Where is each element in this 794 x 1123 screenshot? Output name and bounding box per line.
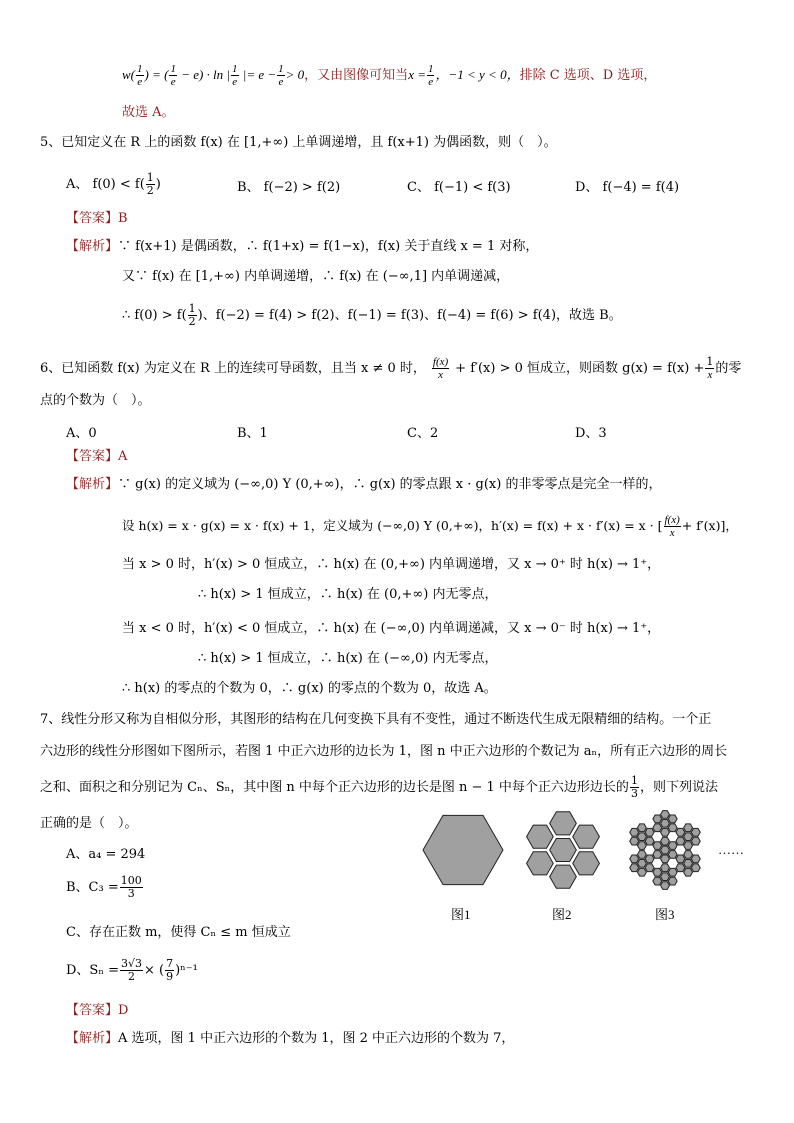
hexagon xyxy=(676,837,685,845)
hexagon xyxy=(527,852,554,875)
hexagon xyxy=(637,842,646,850)
hexagon xyxy=(661,882,670,890)
q6-expl-1: 【解析】∵ g(x) 的定义域为 (−∞,0) Y (0,+∞)，∴ g(x) 的零点跟 x · g(x) 的非零零点是完全一样的， xyxy=(66,477,662,492)
fraction: $\frac{1}{e}$ xyxy=(427,63,434,88)
hexagon xyxy=(661,811,670,819)
hexagon xyxy=(645,828,654,836)
q6-stem-2: 点的个数为（ ）。 xyxy=(40,393,151,408)
q7-stem-3: 之和、面积之和分别记为 Cₙ、Sₙ，其中图 n 中每个正六边形的边长是图 n − 1 中每个正六边形边长的 $\frac{1}{3}$ ，则下列说法 xyxy=(40,774,718,800)
hexagon xyxy=(423,815,503,884)
hexagon xyxy=(691,855,700,863)
q6-option-c: C、2 xyxy=(407,426,439,441)
hexagon xyxy=(573,825,600,848)
q5-option-d: D、 f(−4) = f(4) xyxy=(575,180,680,195)
hexagon xyxy=(661,837,670,845)
q7-answer: 【答案】D xyxy=(66,1003,129,1018)
q6-expl-6: ∴ h(x) > 1 恒成立，∴ h(x) 在 (−∞,0) 内无零点， xyxy=(198,651,498,666)
q6-option-a: A、0 xyxy=(66,426,97,441)
hexagon xyxy=(630,864,639,872)
hexagon xyxy=(661,855,670,863)
q7-option-a: A、a₄ = 294 xyxy=(66,847,146,862)
q6-option-d: D、3 xyxy=(575,426,607,441)
hexagon xyxy=(668,842,677,850)
figure-2-caption: 图2 xyxy=(552,907,572,922)
ellipsis: …… xyxy=(718,842,744,857)
hexagon xyxy=(668,877,677,885)
hexagon xyxy=(676,855,685,863)
hexagon xyxy=(668,815,677,823)
q6-expl-3: 当 x > 0 时，h′(x) > 0 恒成立，∴ h(x) 在 (0,+∞) 内单调递增，又 x → 0⁺ 时 h(x) → 1⁺， xyxy=(122,557,661,572)
hexagon xyxy=(684,868,693,876)
q5-expl-2: 又∵ f(x) 在 [1,+∞) 内单调递增，∴ f(x) 在 (−∞,1] 内单调递减， xyxy=(122,269,510,284)
hexagon xyxy=(684,824,693,832)
hexagon xyxy=(527,825,554,848)
prev-line-2: 故选 A。 xyxy=(122,105,175,120)
hexagon xyxy=(661,819,670,827)
q5-option-c: C、 f(−1) < f(3) xyxy=(407,180,511,195)
hexagon xyxy=(676,828,685,836)
hexagon xyxy=(676,864,685,872)
hexagon xyxy=(661,828,670,836)
fraction: $\frac{1}{e}$ xyxy=(137,63,143,88)
prev-expr-w: w( xyxy=(122,67,135,82)
hexagon xyxy=(653,815,662,823)
hexagon xyxy=(684,859,693,867)
figure-3-hexagons xyxy=(630,811,700,890)
fraction: $\frac{1}{e}$ xyxy=(232,63,238,88)
hexagon xyxy=(645,864,654,872)
q5-answer: 【答案】B xyxy=(66,211,128,226)
figure-1-hexagon xyxy=(423,815,503,884)
hexagon xyxy=(630,855,639,863)
q6-answer: 【答案】A xyxy=(66,449,128,464)
hexagon xyxy=(691,864,700,872)
q5-stem: 5、已知定义在 R 上的函数 f(x) 在 [1,+∞) 上单调递增，且 f(x+1) 为偶函数，则（ ）。 xyxy=(40,135,557,150)
hexagon xyxy=(550,812,577,835)
q5-expl-1: 【解析】∵ f(x+1) 是偶函数，∴ f(1+x) = f(1−x)，f(x) 关于直线 x = 1 对称， xyxy=(66,239,539,254)
hexagon xyxy=(684,842,693,850)
q6-expl-7: ∴ h(x) 的零点的个数为 0，∴ g(x) 的零点的个数为 0，故选 A。 xyxy=(122,681,497,696)
hexagon xyxy=(661,873,670,881)
q7-option-c: C、存在正数 m，使得 Cₙ ≤ m 恒成立 xyxy=(66,925,291,940)
q6-expl-2: 设 h(x) = x · g(x) = x · f(x) + 1，定义域为 (−∞,0) Y (0,+∞)，h′(x) = f(x) + x · f′(x) = x · [ $\frac{f(x)}{x}$ + f′(x)]， xyxy=(122,514,738,539)
q7-stem-4: 正确的是（ ）。 xyxy=(40,816,138,831)
hexagon xyxy=(653,851,662,859)
q7-option-d: D、Sₙ = $\frac{3√3}{2}$ × ( $\frac{7}{9}$ )ⁿ⁻¹ xyxy=(66,957,198,983)
hexagon xyxy=(661,846,670,854)
hexagon xyxy=(653,824,662,832)
hexagon xyxy=(630,837,639,845)
hexagon xyxy=(573,852,600,875)
q7-expl-1: 【解析】A 选项，图 1 中正六边形的个数为 1，图 2 中正六边形的个数为 7， xyxy=(66,1031,515,1046)
hexagon xyxy=(653,868,662,876)
fraction: $\frac{1}{e}$ xyxy=(278,63,284,88)
fraction: $\frac{1}{e}$ xyxy=(170,63,176,88)
fractal-figures xyxy=(418,810,718,896)
q5-option-b: B、 f(−2) > f(2) xyxy=(237,180,341,195)
hexagon xyxy=(691,828,700,836)
hexagon xyxy=(645,855,654,863)
hexagon xyxy=(637,851,646,859)
q7-stem-1: 7、线性分形又称为自相似分形，其图形的结构在几何变换下具有不变性，通过不断迭代生成无限精细的结构。一个正 xyxy=(40,712,712,727)
q6-expl-5: 当 x < 0 时，h′(x) < 0 恒成立，∴ h(x) 在 (−∞,0) 内单调递减，又 x → 0⁻ 时 h(x) → 1⁺， xyxy=(122,621,661,636)
q5-expl-3: ∴ f(0) > f( $\frac{1}{2}$ )、f(−2) = f(4) > f(2)、f(−1) = f(3)、f(−4) = f(6) > f(4)，故选 B。 xyxy=(122,302,622,328)
hexagon xyxy=(653,877,662,885)
prev-line-1: w( $\frac{1}{e}$ ) = ( $\frac{1}{e}$ − e) · ln | $\frac{1}{e}$ |= e − $\frac{1}{e}$ > 0，又由图像可知当x = $\frac{1}{e}$ ，−1 < y < 0，排除 C 选项、D 选项， xyxy=(122,63,657,88)
prev-text: ，又由图像可知当 xyxy=(304,68,409,83)
hexagon xyxy=(653,842,662,850)
hexagon xyxy=(668,851,677,859)
hexagon xyxy=(684,851,693,859)
hexagon xyxy=(637,833,646,841)
q7-option-b: B、C₃ = $\frac{100}{3}$ xyxy=(66,874,142,900)
hexagon xyxy=(684,833,693,841)
figure-2-hexagons xyxy=(527,812,600,888)
hexagon xyxy=(691,837,700,845)
q6-option-b: B、1 xyxy=(237,426,268,441)
q5-option-a: A、 f(0) < f( $\frac{1}{2}$ ) xyxy=(66,171,161,197)
q7-stem-2: 六边形的线性分形图如下图所示，若图 1 中正六边形的边长为 1，图 n 中正六边形的个数记为 aₙ，所有正六边形的周长 xyxy=(40,744,728,759)
hexagon xyxy=(630,828,639,836)
hexagon xyxy=(661,864,670,872)
hexagon xyxy=(637,868,646,876)
hexagon xyxy=(550,838,577,861)
hexagon xyxy=(645,837,654,845)
hexagon xyxy=(637,824,646,832)
hexagon xyxy=(668,868,677,876)
figure-3-caption: 图3 xyxy=(655,907,675,922)
hexagon xyxy=(668,824,677,832)
figure-1-caption: 图1 xyxy=(451,907,471,922)
q6-stem-1: 6、已知函数 f(x) 为定义在 R 上的连续可导函数，且当 x ≠ 0 时， $\frac{f(x)}{x}$ + f′(x) > 0 恒成立，则函数 g(x) = f(x) + $\frac{1}{x}$ 的零 xyxy=(40,355,742,381)
q6-expl-4: ∴ h(x) > 1 恒成立，∴ h(x) 在 (0,+∞) 内无零点， xyxy=(198,587,498,602)
hexagon xyxy=(550,865,577,888)
hexagon xyxy=(637,859,646,867)
